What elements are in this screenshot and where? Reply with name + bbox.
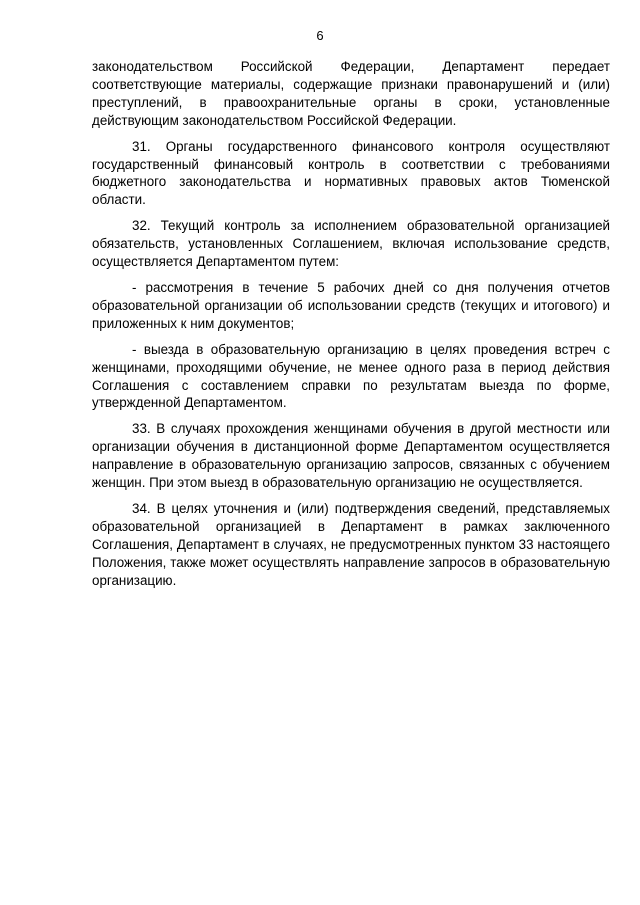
document-body <box>92 58 610 597</box>
page-number: 6 <box>316 28 324 43</box>
paragraph-33: 33. В случаях прохождения женщинами обучения в другой местности или организации обучения в дистанционной форме Департаментом осуществляется направление в образовательную организацию запросов, связанных с обучением женщин. При этом выезд в образовательную организацию не осуществляется. <box>92 421 610 491</box>
list-item-site-visit: - выезда в образовательную организацию в целях проведения встреч с женщинами, проходящими обучение, не менее одного раза в период действия Соглашения с составлением справки по результатам выезда по форме, утвержденной Департаментом. <box>92 341 610 411</box>
paragraph-continuation: законодательством Российской Федерации, Департамент передает соответствующие материалы, содержащие признаки правонарушений и (или) преступлений, в правоохранительные органы в сроки, установленные действующим законодательством Российской Федерации. <box>92 59 610 128</box>
paragraph-32: 32. Текущий контроль за исполнением образовательной организацией обязательств, установленных Соглашением, включая использование средств, осуществляется Департаментом путем: <box>92 218 610 270</box>
paragraph-34: 34. В целях уточнения и (или) подтверждения сведений, представляемых образовательной организацией в Департамент в рамках заключенного Соглашения, Департамент в случаях, не предусмотренных пунктом 33 настоящего Положения, также может осуществлять направление запросов в образовательную организацию. <box>92 500 610 588</box>
paragraph-31: 31. Органы государственного финансового контроля осуществляют государственный финансовый контроль в соответствии с требованиями бюджетного законодательства и нормативных правовых актов Тюменской области. <box>92 138 610 208</box>
list-item-review-reports: - рассмотрения в течение 5 рабочих дней со дня получения отчетов образовательной организации об использовании средств (текущих и итогового) и приложенных к ним документов; <box>92 279 610 331</box>
